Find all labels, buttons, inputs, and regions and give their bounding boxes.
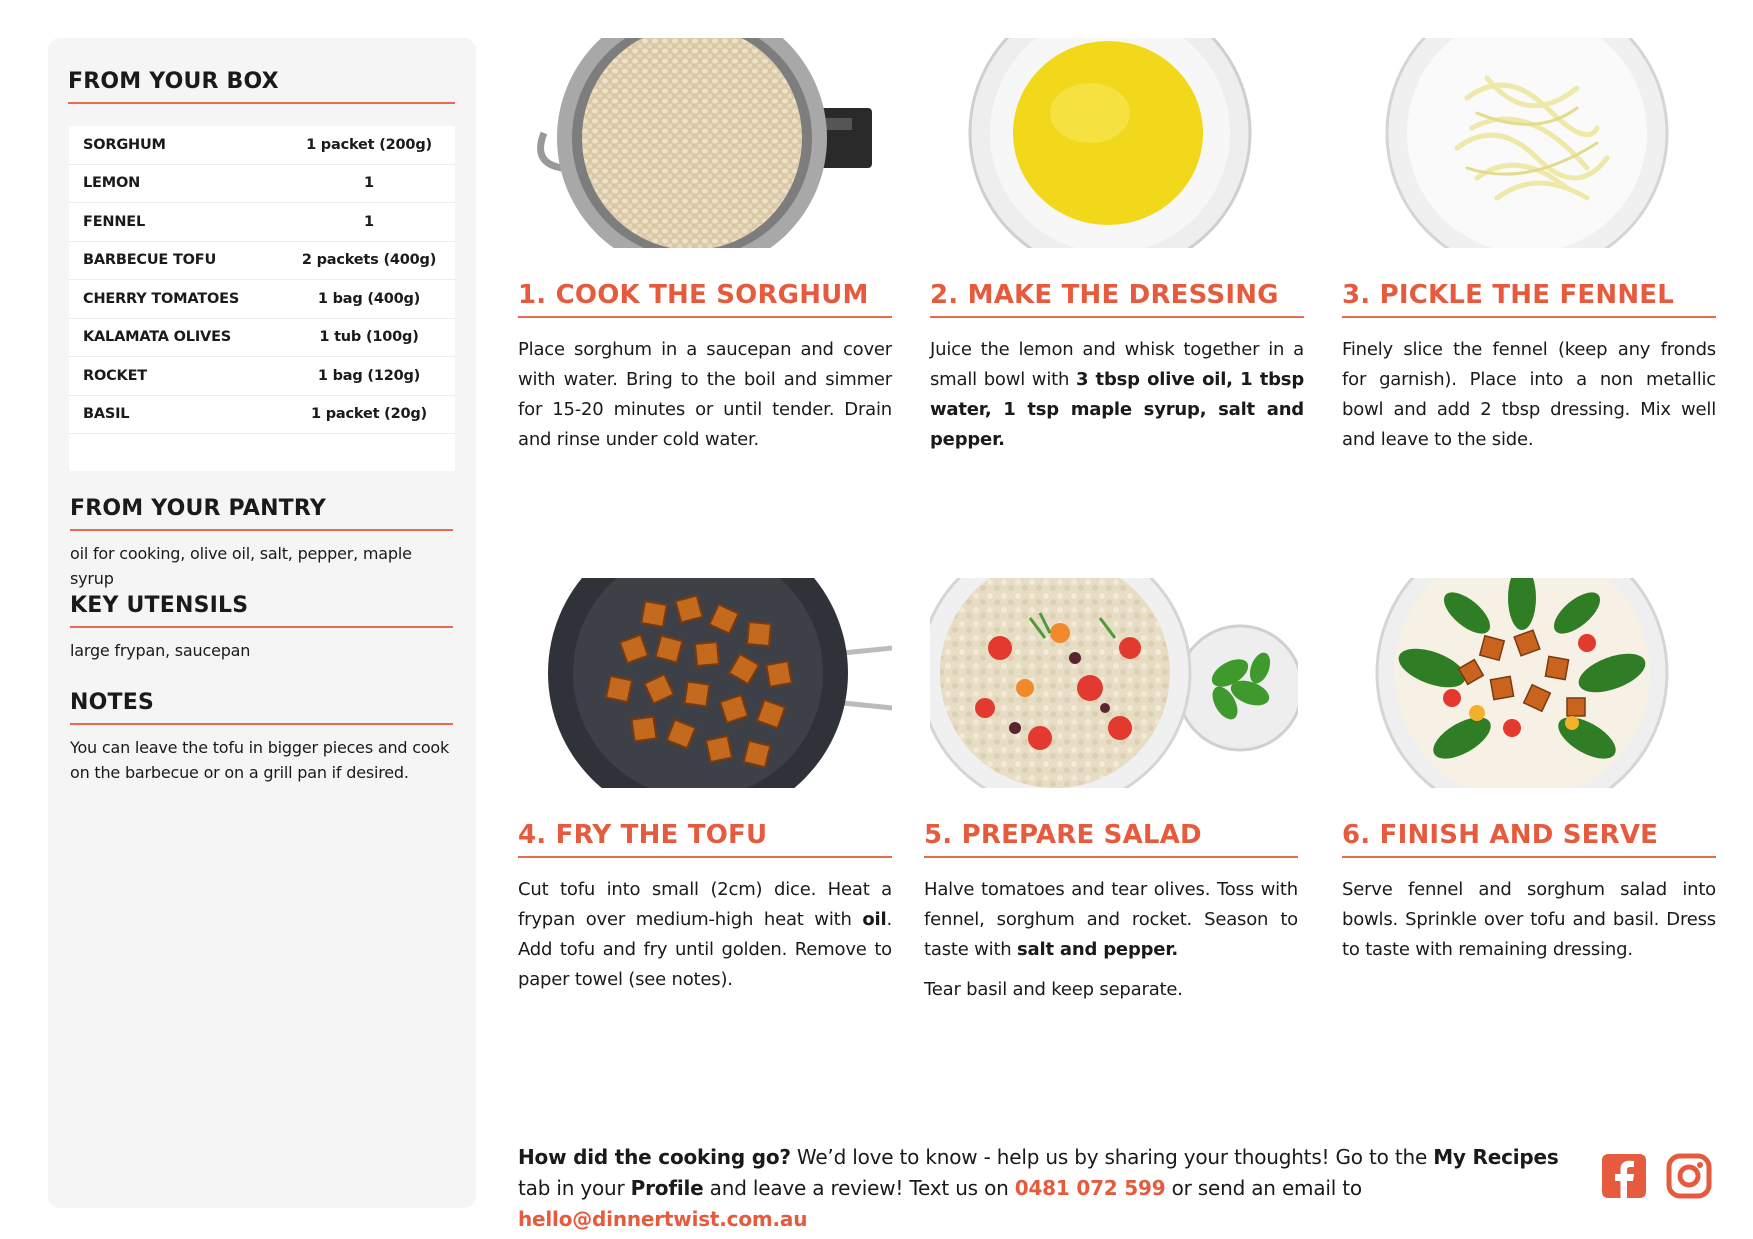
footer-text-2: tab in your <box>518 1176 631 1200</box>
ingredient-name: BARBECUE TOFU <box>83 252 217 269</box>
notes-section <box>70 690 453 785</box>
step-2-body-bold: 3 tbsp olive oil, 1 tbsp water, 1 tsp maple syrup, salt and pepper. <box>930 369 1304 450</box>
ingredient-row <box>69 357 455 396</box>
step-2-body-text: Juice the lemon and whisk together in a small bowl with <box>930 339 1304 390</box>
ingredient-qty: 2 packets (400g) <box>301 252 437 269</box>
step-5-body-para <box>924 875 1298 965</box>
step-1-body: Place sorghum in a saucepan and cover with water. Bring to the boil and simmer for 15-20 minutes or until tender. Drain and rinse under cold water. <box>518 339 892 450</box>
notes-title: NOTES <box>70 690 453 725</box>
notes-text: You can leave the tofu in bigger pieces and cook on the barbecue or on a grill pan if desired. <box>70 738 450 782</box>
ingredient-name: BASIL <box>83 406 130 423</box>
step-5-body-text: Halve tomatoes and tear olives. Toss with fennel, sorghum and rocket. Season to taste with <box>924 879 1298 960</box>
step-3 <box>1342 38 1716 458</box>
ingredient-name: CHERRY TOMATOES <box>83 290 240 307</box>
ingredient-name: LEMON <box>83 175 141 192</box>
step-5-body-bold: salt and pepper. <box>1017 939 1179 960</box>
step-4-body <box>518 875 892 995</box>
ingredient-row <box>69 396 455 435</box>
step-1 <box>518 38 892 458</box>
ingredient-row <box>69 165 455 204</box>
ingredient-qty: 1 bag (400g) <box>317 290 421 307</box>
ingredient-name: SORGHUM <box>83 136 166 153</box>
pantry-title: FROM YOUR PANTRY <box>70 496 453 531</box>
utensils-section <box>70 593 453 663</box>
step-2-body <box>930 335 1304 455</box>
step-6 <box>1342 578 1716 1008</box>
ingredient-qty: 1 packet (200g) <box>306 136 432 153</box>
step-3-title: 3. PICKLE THE FENNEL <box>1342 280 1716 318</box>
ingredient-row <box>69 280 455 319</box>
step-4-title: 4. FRY THE TOFU <box>518 820 892 858</box>
ingredient-row <box>69 203 455 242</box>
ingredient-name: FENNEL <box>83 213 146 230</box>
footer-email-link[interactable]: hello@dinnertwist.com.au <box>518 1207 808 1231</box>
footer-text-3: and leave a review! Text us on <box>703 1176 1015 1200</box>
ingredient-row <box>69 242 455 281</box>
ingredient-row <box>69 126 455 165</box>
step-3-body: Finely slice the fennel (keep any fronds for garnish). Place into a non metallic bowl and add 2 tbsp dressing. Mix well and leave to the side. <box>1342 339 1716 450</box>
step-2-title: 2. MAKE THE DRESSING <box>930 280 1304 318</box>
ingredient-name: KALAMATA OLIVES <box>83 329 232 346</box>
ingredient-qty: 1 tub (100g) <box>319 329 419 346</box>
step-2 <box>930 38 1304 458</box>
step-6-body: Serve fennel and sorghum salad into bowls. Sprinkle over tofu and basil. Dress to taste with remaining dressing. <box>1342 879 1716 960</box>
dressing-bowl-image <box>960 38 1260 248</box>
ingredient-row <box>69 319 455 358</box>
sidebar-panel <box>48 38 476 1208</box>
footer-question: How did the cooking go? <box>518 1145 791 1169</box>
ingredient-qty: 1 bag (120g) <box>317 367 421 384</box>
from-your-box-title: FROM YOUR BOX <box>68 69 455 104</box>
utensils-text: large frypan, saucepan <box>70 641 251 660</box>
ingredients-table <box>69 126 455 471</box>
step-4-body-bold: oil <box>862 909 887 930</box>
footer-phone-link[interactable]: 0481 072 599 <box>1014 1176 1166 1200</box>
footer-profile: Profile <box>630 1176 704 1200</box>
pantry-text: oil for cooking, olive oil, salt, pepper, maple syrup <box>70 544 412 588</box>
ingredient-qty: 1 <box>364 175 374 192</box>
step-4 <box>518 578 892 1008</box>
finished-salad-image <box>1372 578 1672 788</box>
fennel-bowl-image <box>1377 38 1677 248</box>
feedback-footer <box>518 1142 1578 1235</box>
tofu-frypan-image <box>548 578 892 788</box>
step-5-title: 5. PREPARE SALAD <box>924 820 1298 858</box>
ingredient-name: ROCKET <box>83 367 147 384</box>
utensils-title: KEY UTENSILS <box>70 593 453 628</box>
salad-bowls-image <box>930 578 1298 788</box>
footer-text-4: or send an email to <box>1165 1176 1362 1200</box>
step-5-body <box>924 875 1298 1005</box>
step-5 <box>924 578 1298 1008</box>
sorghum-strainer-image <box>532 38 892 248</box>
step-4-body-text-end: . Add tofu and fry until golden. Remove to paper towel (see notes). <box>518 909 892 990</box>
step-4-body-text: Cut tofu into small (2cm) dice. Heat a frypan over medium-high heat with <box>518 879 892 930</box>
footer-text-1: We’d love to know - help us by sharing your thoughts! Go to the <box>790 1145 1434 1169</box>
pantry-section <box>70 496 453 591</box>
step-6-title: 6. FINISH AND SERVE <box>1342 820 1716 858</box>
ingredient-qty: 1 <box>364 213 374 230</box>
footer-my-recipes: My Recipes <box>1433 1145 1559 1169</box>
instagram-icon[interactable] <box>1665 1152 1713 1200</box>
facebook-icon[interactable] <box>1600 1152 1648 1200</box>
ingredient-qty: 1 packet (20g) <box>311 406 427 423</box>
step-5-body-extra: Tear basil and keep separate. <box>924 979 1183 1000</box>
step-1-title: 1. COOK THE SORGHUM <box>518 280 892 318</box>
